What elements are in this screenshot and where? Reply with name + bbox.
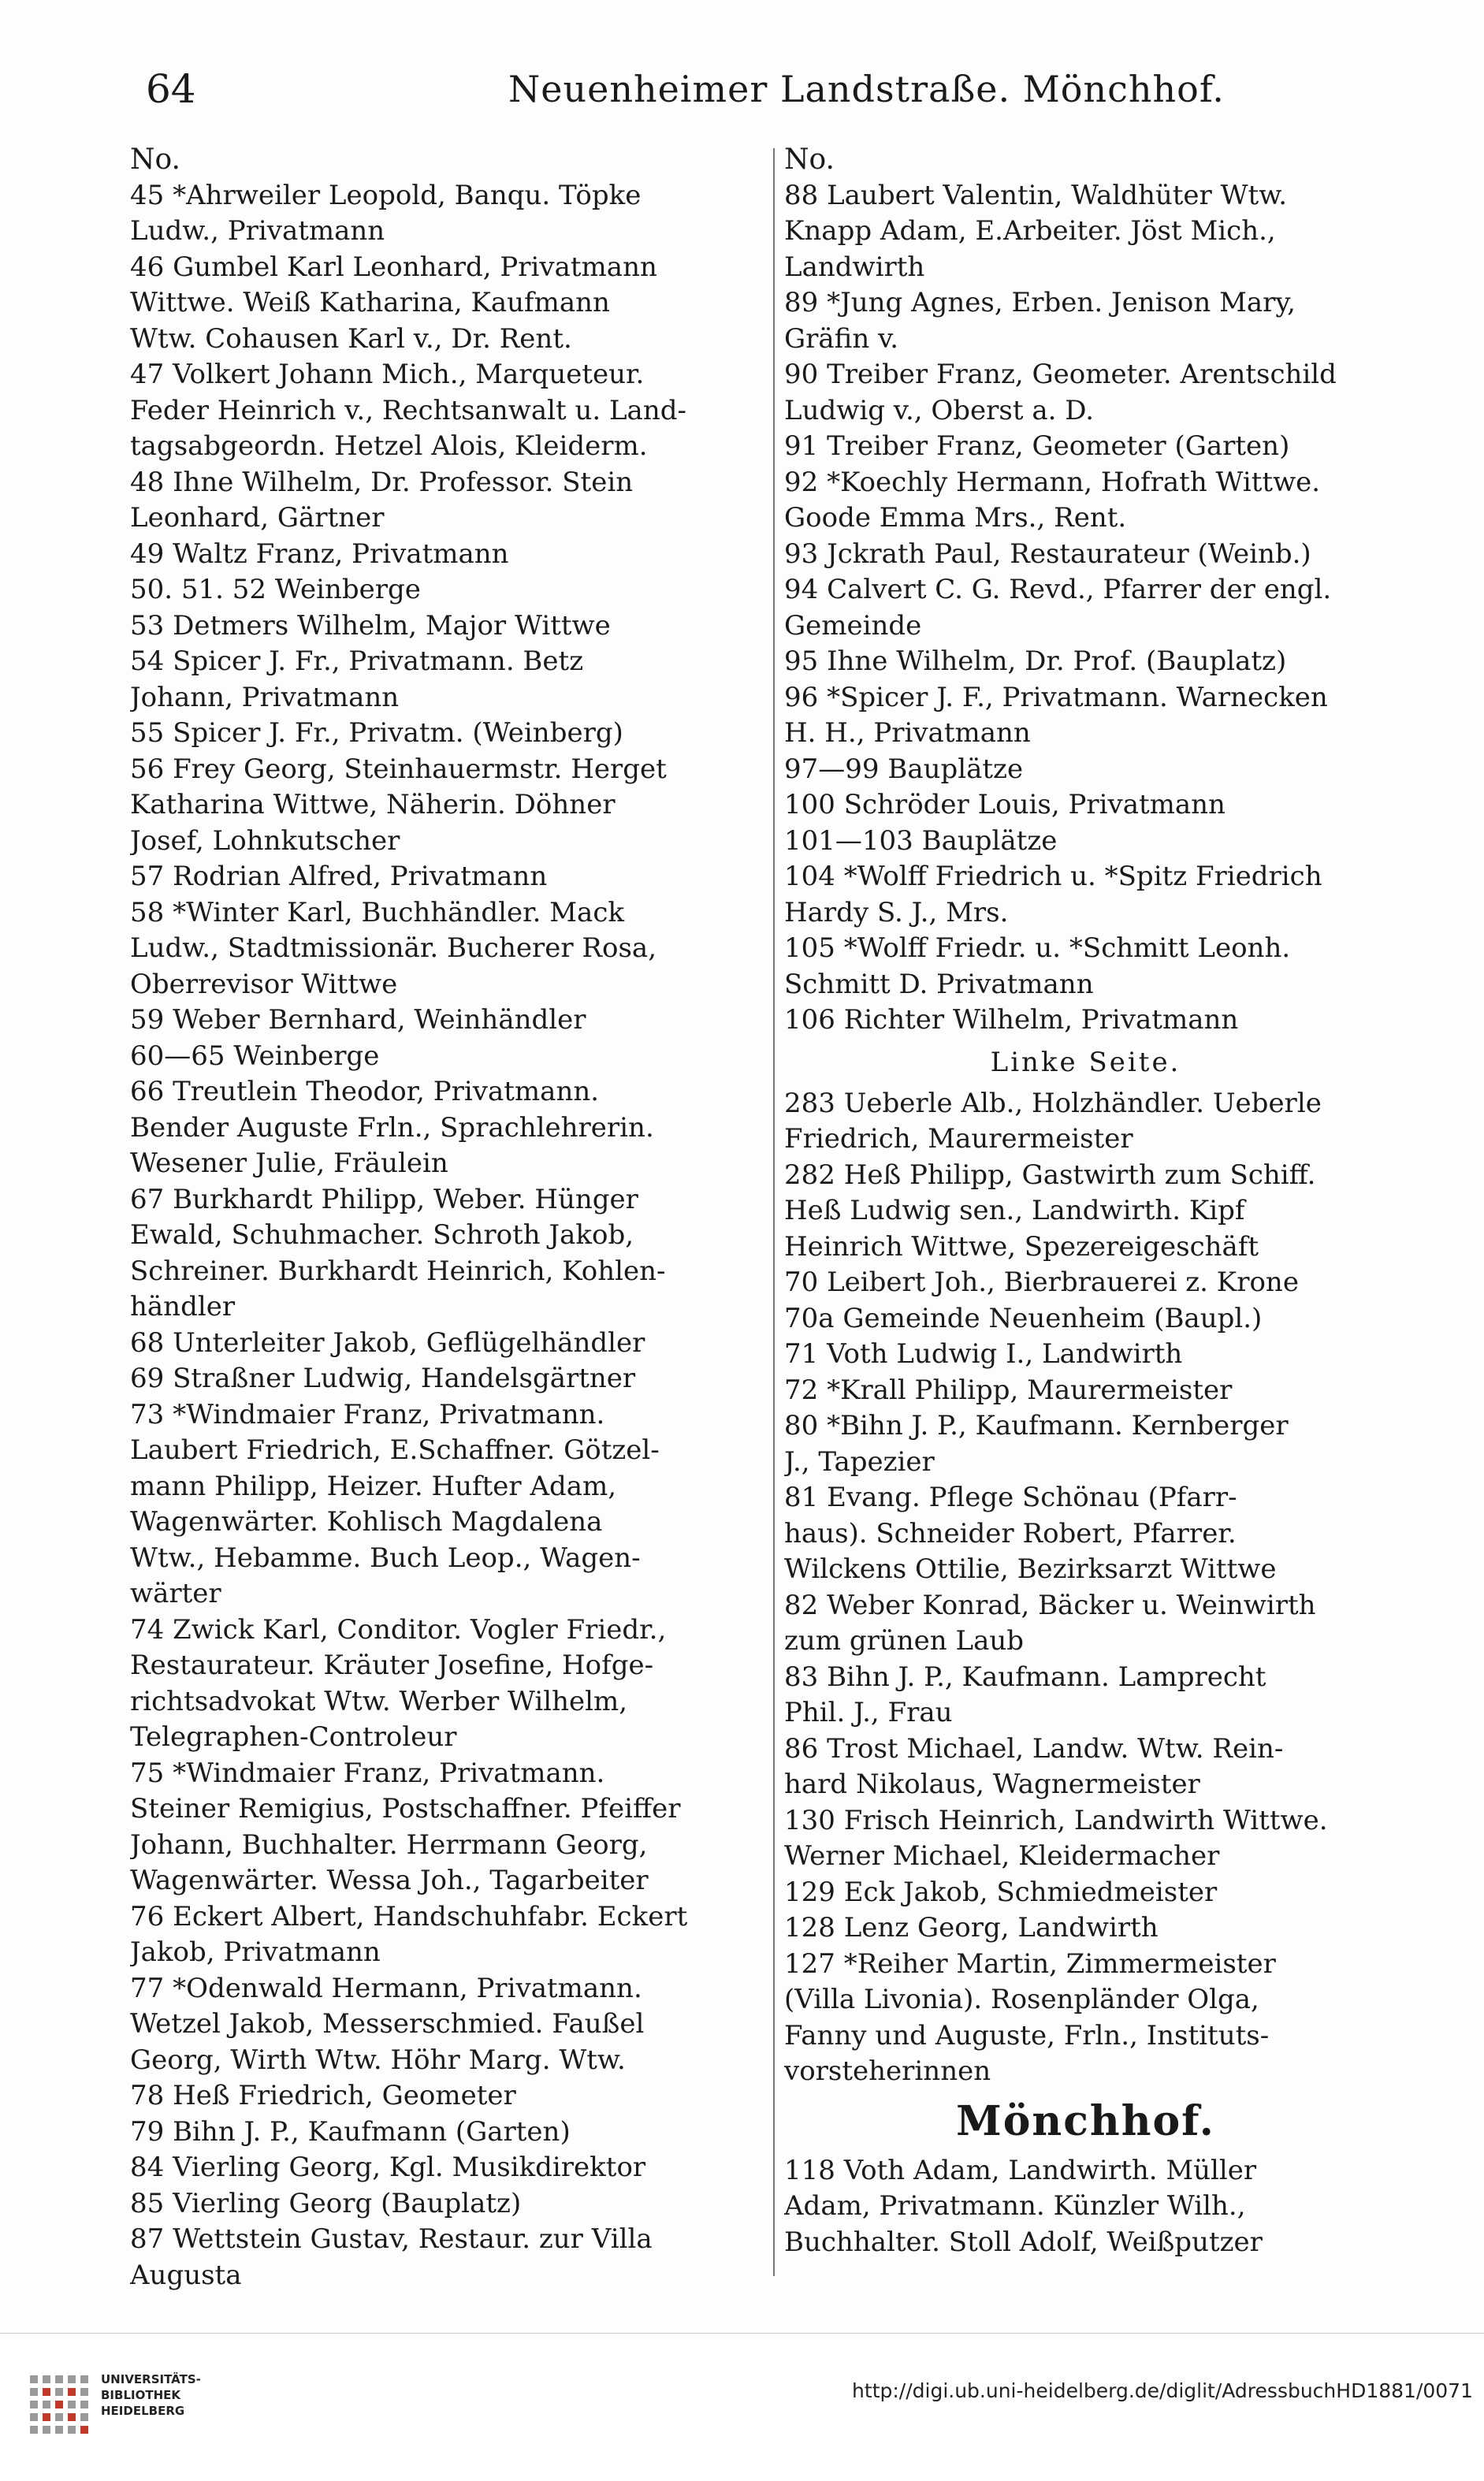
entry-line: Josef, Lohnkutscher xyxy=(130,824,400,857)
entry-line: 104 *Wolff Friedrich u. *Spitz Friedrich xyxy=(784,861,1322,892)
entry-line: 80 *Bihn J. P., Kaufmann. Kernberger xyxy=(784,1410,1289,1441)
entry-line: Knapp Adam, E.Arbeiter. Jöst Mich., xyxy=(784,215,1276,247)
entry-line: 91 Treiber Franz, Geometer (Garten) xyxy=(784,430,1290,462)
entry-line: 47 Volkert Johann Mich., Marqueteur. xyxy=(130,359,645,390)
entry-line: 81 Evang. Pflege Schönau (Pfarr- xyxy=(784,1482,1237,1513)
entry-line: Georg, Wirth Wtw. Höhr Marg. Wtw. xyxy=(130,2044,626,2076)
entry-line: tagsabgeordn. Hetzel Alois, Kleiderm. xyxy=(130,430,648,462)
entry-line: Wilckens Ottilie, Bezirksarzt Wittwe xyxy=(784,1553,1277,1585)
entry-line: Ludwig v., Oberst a. D. xyxy=(784,394,1095,426)
entry-line: Schreiner. Burkhardt Heinrich, Kohlen- xyxy=(130,1255,666,1287)
university-library-logo xyxy=(24,2369,95,2440)
entry-line: 96 *Spicer J. F., Privatmann. Warnecken xyxy=(784,681,1328,713)
entry-line: 283 Ueberle Alb., Holzhändler. Ueberle xyxy=(784,1087,1322,1119)
entry-line: Hardy S. J., Mrs. xyxy=(784,896,1009,928)
entry-line: J., Tapezier xyxy=(784,1445,935,1478)
entry-line: Telegraphen-Controleur xyxy=(130,1721,457,1753)
entry-line: Friedrich, Maurermeister xyxy=(784,1123,1133,1155)
right-column-lines-b xyxy=(784,1086,1387,2090)
entry-line: 83 Bihn J. P., Kaufmann. Lamprecht xyxy=(784,1661,1266,1693)
entry-line: 74 Zwick Karl, Conditor. Vogler Friedr., xyxy=(130,1613,667,1646)
entry-line: vorsteherinnen xyxy=(784,2055,991,2087)
footer-bar xyxy=(0,2333,1484,2481)
entry-line: Johann, Privatmann xyxy=(130,681,400,713)
page-header xyxy=(146,61,1375,117)
entry-line: Augusta xyxy=(130,2259,242,2291)
entry-line: 48 Ihne Wilhelm, Dr. Professor. Stein xyxy=(130,466,634,498)
entry-line: mann Philipp, Heizer. Hufter Adam, xyxy=(130,1470,617,1502)
section-heading-left-side: Linke Seite. xyxy=(990,1046,1181,1078)
entry-line: 88 Laubert Valentin, Waldhüter Wtw. xyxy=(784,179,1288,211)
entry-line: Wittwe. Weiß Katharina, Kaufmann xyxy=(130,287,610,318)
entry-line: 82 Weber Konrad, Bäcker u. Weinwirth xyxy=(784,1589,1316,1621)
entry-line: richtsadvokat Wtw. Werber Wilhelm, xyxy=(130,1685,628,1717)
source-url[interactable]: http://digi.ub.uni-heidelberg.de/diglit/AdressbuchHD1881/0071 xyxy=(852,2379,1473,2402)
entry-line: 106 Richter Wilhelm, Privatmann xyxy=(784,1004,1239,1036)
entry-line: 90 Treiber Franz, Geometer. Arentschild xyxy=(784,359,1337,390)
entry-line: 87 Wettstein Gustav, Restaur. zur Villa xyxy=(130,2223,653,2255)
section-heading-monchhof: Mönchhof. xyxy=(956,2096,1215,2145)
entry-line: 56 Frey Georg, Steinhauermstr. Herget xyxy=(130,753,667,785)
running-title: Neuenheimer Landstraße. Mönchhof. xyxy=(508,68,1225,110)
entry-line: Fanny und Auguste, Frln., Instituts- xyxy=(784,2019,1270,2051)
entry-line: Steiner Remigius, Postschaffner. Pfeiffer xyxy=(130,1793,681,1824)
entry-line: Oberrevisor Wittwe xyxy=(130,968,398,1000)
entry-line: 46 Gumbel Karl Leonhard, Privatmann xyxy=(130,251,657,283)
entry-line: 86 Trost Michael, Landw. Wtw. Rein- xyxy=(784,1732,1284,1765)
entry-line: Ewald, Schuhmacher. Schroth Jakob, xyxy=(130,1219,634,1251)
right-column-lines-a xyxy=(784,178,1387,1039)
entry-line: haus). Schneider Robert, Pfarrer. xyxy=(784,1517,1237,1549)
entry-line: 100 Schröder Louis, Privatmann xyxy=(784,789,1226,820)
library-name-line: BIBLIOTHEK xyxy=(101,2388,180,2402)
entry-line: Ludw., Privatmann xyxy=(130,215,385,247)
entry-line: 97—99 Bauplätze xyxy=(784,753,1024,785)
left-column-lines xyxy=(130,178,770,2294)
entry-line: Phil. J., Frau xyxy=(784,1697,953,1728)
entry-line: 95 Ihne Wilhelm, Dr. Prof. (Bauplatz) xyxy=(784,645,1287,677)
entry-line: 84 Vierling Georg, Kgl. Musikdirektor xyxy=(130,2152,646,2183)
entry-line: 70 Leibert Joh., Bierbrauerei z. Krone xyxy=(784,1267,1299,1298)
entry-line: Landwirth xyxy=(784,251,925,283)
entry-line: 130 Frisch Heinrich, Landwirth Wittwe. xyxy=(784,1804,1328,1836)
entry-line: Buchhalter. Stoll Adolf, Weißputzer xyxy=(784,2226,1263,2258)
column-heading: No. xyxy=(130,143,180,176)
entry-line: 129 Eck Jakob, Schmiedmeister xyxy=(784,1876,1218,1908)
entry-line: 85 Vierling Georg (Bauplatz) xyxy=(130,2187,522,2219)
column-heading: No. xyxy=(784,143,835,176)
entry-line: 58 *Winter Karl, Buchhändler. Mack xyxy=(130,896,624,928)
entry-line: 76 Eckert Albert, Handschuhfabr. Eckert xyxy=(130,1900,688,1932)
entry-line: Heinrich Wittwe, Spezereigeschäft xyxy=(784,1230,1259,1263)
entry-line: 72 *Krall Philipp, Maurermeister xyxy=(784,1374,1233,1406)
entry-line: Wagenwärter. Wessa Joh., Tagarbeiter xyxy=(130,1865,649,1896)
library-name xyxy=(101,2371,227,2419)
entry-line: 66 Treutlein Theodor, Privatmann. xyxy=(130,1076,600,1107)
entry-line: Feder Heinrich v., Rechtsanwalt u. Land- xyxy=(130,394,686,426)
entry-line: Goode Emma Mrs., Rent. xyxy=(784,502,1127,534)
entry-line: 49 Waltz Franz, Privatmann xyxy=(130,537,509,570)
entry-line: 45 *Ahrweiler Leopold, Banqu. Töpke xyxy=(130,179,642,211)
entry-line: 68 Unterleiter Jakob, Geflügelhändler xyxy=(130,1326,645,1359)
entry-line: 50. 51. 52 Weinberge xyxy=(130,574,421,605)
entry-line: 89 *Jung Agnes, Erben. Jenison Mary, xyxy=(784,287,1296,318)
entry-line: 73 *Windmaier Franz, Privatmann. xyxy=(130,1398,605,1430)
column-divider xyxy=(773,148,775,2276)
entry-line: Ludw., Stadtmissionär. Bucherer Rosa, xyxy=(130,932,657,964)
entry-line: Leonhard, Gärtner xyxy=(130,502,385,534)
entry-line: Werner Michael, Kleidermacher xyxy=(784,1840,1220,1872)
entry-line: händler xyxy=(130,1291,236,1322)
entry-line: 92 *Koechly Hermann, Hofrath Wittwe. xyxy=(784,466,1321,498)
entry-line: 101—103 Bauplätze xyxy=(784,824,1058,857)
entry-line: Wtw., Hebamme. Buch Leop., Wagen- xyxy=(130,1542,641,1574)
right-column-lines-c xyxy=(784,2153,1387,2261)
entry-line: Wesener Julie, Fräulein xyxy=(130,1148,448,1179)
entry-line: 69 Straßner Ludwig, Handelsgärtner xyxy=(130,1363,636,1394)
entry-line: Adam, Privatmann. Künzler Wilh., xyxy=(784,2190,1246,2222)
entry-line: hard Nikolaus, Wagnermeister xyxy=(784,1769,1200,1800)
entry-line: 53 Detmers Wilhelm, Major Wittwe xyxy=(130,609,611,642)
entry-line: 70a Gemeinde Neuenheim (Baupl.) xyxy=(784,1302,1263,1334)
entry-line: Katharina Wittwe, Näherin. Döhner xyxy=(130,789,616,820)
entry-line: 105 *Wolff Friedr. u. *Schmitt Leonh. xyxy=(784,932,1291,964)
entry-line: Restaurateur. Kräuter Josefine, Hofge- xyxy=(130,1650,654,1681)
entry-line: 77 *Odenwald Hermann, Privatmann. xyxy=(130,1972,642,2004)
entry-line: 57 Rodrian Alfred, Privatmann xyxy=(130,861,548,892)
entry-line: Heß Ludwig sen., Landwirth. Kipf xyxy=(784,1195,1245,1226)
entry-line: 59 Weber Bernhard, Weinhändler xyxy=(130,1004,586,1036)
entry-line: 67 Burkhardt Philipp, Weber. Hünger xyxy=(130,1183,638,1215)
left-column xyxy=(130,142,770,2291)
entry-line: Wtw. Cohausen Karl v., Dr. Rent. xyxy=(130,322,572,355)
entry-line: 128 Lenz Georg, Landwirth xyxy=(784,1912,1159,1944)
entry-line: Wagenwärter. Kohlisch Magdalena xyxy=(130,1506,603,1538)
entry-line: 118 Voth Adam, Landwirth. Müller xyxy=(784,2154,1257,2186)
entry-line: Wetzel Jakob, Messerschmied. Faußel xyxy=(130,2008,645,2040)
entry-line: 55 Spicer J. Fr., Privatm. (Weinberg) xyxy=(130,717,623,749)
page-number: 64 xyxy=(146,66,196,112)
entry-line: Gräfin v. xyxy=(784,322,899,355)
right-column xyxy=(784,142,1387,2286)
entry-line: 71 Voth Ludwig I., Landwirth xyxy=(784,1338,1183,1370)
entry-line: 54 Spicer J. Fr., Privatmann. Betz xyxy=(130,645,584,677)
entry-line: 93 Jckrath Paul, Restaurateur (Weinb.) xyxy=(784,537,1311,570)
entry-line: wärter xyxy=(130,1578,221,1609)
entry-line: 60—65 Weinberge xyxy=(130,1040,380,1072)
entry-line: Schmitt D. Privatmann xyxy=(784,968,1094,1000)
entry-line: H. H., Privatmann xyxy=(784,717,1031,749)
entry-line: Laubert Friedrich, E.Schaffner. Götzel- xyxy=(130,1434,660,1466)
entry-line: (Villa Livonia). Rosenpländer Olga, xyxy=(784,1984,1259,2015)
library-name-line: HEIDELBERG xyxy=(101,2404,185,2418)
library-name-line: UNIVERSITÄTS- xyxy=(101,2372,201,2386)
entry-line: 282 Heß Philipp, Gastwirth zum Schiff. xyxy=(784,1159,1316,1191)
entry-line: Gemeinde xyxy=(784,609,922,642)
entry-line: 75 *Windmaier Franz, Privatmann. xyxy=(130,1757,605,1789)
entry-line: 94 Calvert C. G. Revd., Pfarrer der engl. xyxy=(784,574,1332,605)
entry-line: Bender Auguste Frln., Sprachlehrerin. xyxy=(130,1111,654,1144)
entry-line: Johann, Buchhalter. Herrmann Georg, xyxy=(130,1828,648,1861)
entry-line: zum grünen Laub xyxy=(784,1625,1025,1657)
entry-line: 127 *Reiher Martin, Zimmermeister xyxy=(784,1947,1276,1980)
entry-line: 79 Bihn J. P., Kaufmann (Garten) xyxy=(130,2115,571,2148)
entry-line: Jakob, Privatmann xyxy=(130,1936,381,1968)
entry-line: 78 Heß Friedrich, Geometer xyxy=(130,2080,516,2111)
